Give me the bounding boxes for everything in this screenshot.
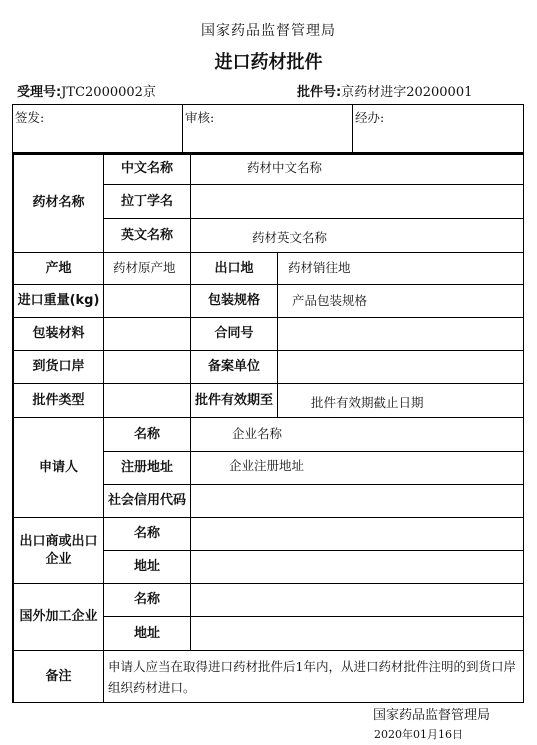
approval-type-label: 批件类型 — [32, 392, 85, 408]
remark-text: 申请人应当在取得进口药材批件后1年内，从进口药材批件注明的到货口岸组织药材进口。 — [108, 659, 516, 695]
document-title: 进口药材批件 — [214, 52, 323, 73]
origin-value: 药材原产地 — [113, 260, 176, 275]
package-spec-value: 产品包装规格 — [292, 293, 368, 308]
filing-unit-label: 备案单位 — [207, 359, 260, 374]
column-divider — [190, 417, 191, 650]
import-weight-label: 进口重量(kg) — [17, 293, 100, 308]
herb-name-group-label: 药材名称 — [32, 195, 85, 210]
credit-code-label: 社会信用代码 — [107, 493, 186, 508]
processor-address-label: 地址 — [133, 625, 160, 641]
cn-name-label: 中文名称 — [120, 161, 173, 176]
review-signature-label: 审核: — [185, 110, 215, 125]
accept-number-label: 受理号: — [17, 85, 62, 100]
signature-right-border — [523, 104, 524, 152]
export-place-label: 出口地 — [214, 260, 254, 276]
valid-until-label: 批件有效期至 — [194, 392, 273, 408]
footer-date: 2020年01月16日 — [374, 728, 463, 741]
approval-number-value: 京药材进字20200001 — [341, 85, 473, 100]
applicant-group-label: 申请人 — [38, 459, 78, 475]
accept-number-value: JTC2000002京 — [61, 85, 156, 100]
approval-number-label: 批件号: — [297, 85, 342, 100]
contract-number-label: 合同号 — [214, 326, 254, 341]
applicant-name-value: 企业名称 — [232, 426, 283, 441]
table-bottom-border — [12, 702, 524, 703]
en-name-value: 药材英文名称 — [252, 230, 328, 245]
signature-top-border — [12, 104, 524, 105]
signature-divider — [182, 104, 183, 152]
table-right-border — [523, 153, 524, 703]
exporter-name-label: 名称 — [133, 526, 160, 541]
issuing-authority: 国家药品监督管理局 — [201, 23, 336, 39]
valid-until-value: 批件有效期截止日期 — [311, 395, 424, 410]
remark-label: 备注 — [45, 668, 72, 684]
issue-signature-label: 签发: — [15, 110, 45, 125]
processor-group-label: 国外加工企业 — [19, 609, 98, 624]
applicant-address-value: 企业注册地址 — [229, 458, 305, 473]
origin-label: 产地 — [45, 260, 72, 276]
export-place-value: 药材销往地 — [288, 260, 351, 275]
cn-name-value: 药材中文名称 — [247, 160, 323, 175]
accept-number — [17, 81, 156, 100]
applicant-address-label: 注册地址 — [120, 460, 173, 475]
processor-name-label: 名称 — [133, 592, 160, 607]
column-divider — [277, 252, 278, 417]
approval-number — [297, 81, 472, 100]
applicant-name-label: 名称 — [133, 426, 160, 442]
exporter-address-label: 地址 — [133, 559, 160, 574]
column-divider — [190, 153, 191, 252]
latin-name-label: 拉丁学名 — [120, 193, 173, 209]
handler-signature-label: 经办: — [355, 110, 385, 125]
exporter-group-label: 出口商或出口企业 — [19, 533, 98, 567]
signature-divider — [352, 104, 353, 152]
package-material-label: 包装材料 — [32, 326, 85, 341]
package-spec-label: 包装规格 — [207, 293, 260, 308]
footer-authority: 国家药品监督管理局 — [373, 708, 491, 723]
en-name-label: 英文名称 — [120, 227, 173, 243]
signature-left-border — [12, 104, 13, 152]
arrival-port-label: 到货口岸 — [32, 359, 85, 374]
